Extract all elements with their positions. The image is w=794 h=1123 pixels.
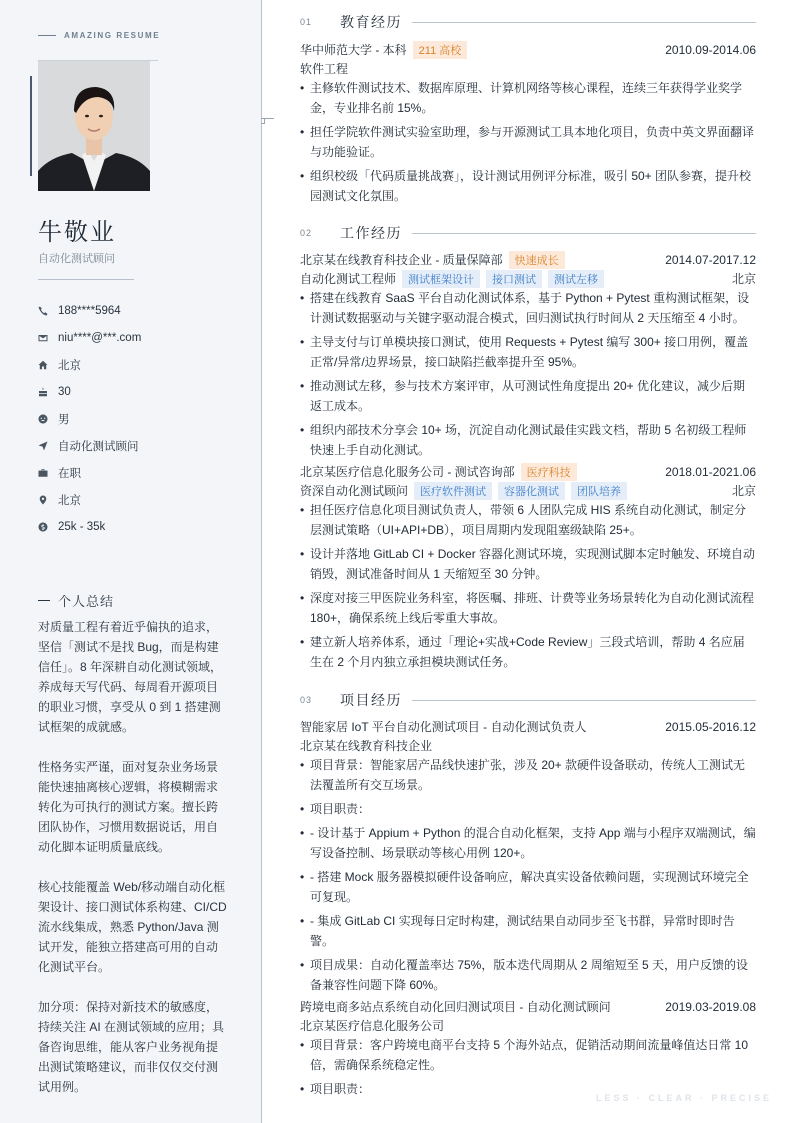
project-dates: 2019.03-2019.08	[665, 999, 756, 1014]
education-dates: 2010.09-2014.06	[665, 42, 756, 57]
summary-paragraph: 核心技能覆盖 Web/移动端自动化框架设计、接口测试体系构建、CI/CD 流水线集成，熟悉 Python/Java 测试开发，能独立搭建高可用的自动化测试平台。	[38, 880, 227, 974]
project-org-row	[300, 1016, 756, 1035]
section-title: 项目经历	[340, 692, 402, 708]
skill-tag: 接口测试	[486, 270, 542, 288]
info-location	[38, 486, 141, 513]
info-value: 188****5964	[58, 304, 121, 317]
job-company: 北京某在线教育科技企业 - 质量保障部	[300, 253, 503, 267]
info-email	[38, 324, 141, 351]
info-gender	[38, 405, 141, 432]
info-value: 自动化测试顾问	[58, 440, 139, 453]
project-org-row	[300, 736, 756, 755]
job-dates: 2014.07-2017.12	[665, 252, 756, 267]
portrait-image	[38, 61, 150, 191]
job-role: 资深自动化测试顾问	[300, 484, 409, 498]
job-bullet: • 主导支付与订单模块接口测试，使用 Requests + Pytest 编写 300+ 接口用例，覆盖正常/异常/边界场景，接口缺陷拦截率提升至 95%。	[300, 335, 749, 369]
education-entry	[300, 40, 756, 210]
project-bullet: • 项目背景：客户跨境电商平台支持 5 个海外站点，促销活动期间流量峰值达日常 10 倍，需确保系统稳定性。	[300, 1038, 749, 1072]
education-row	[300, 40, 756, 59]
project-org: 北京某在线教育科技企业	[300, 739, 433, 753]
sidebar-connector-notch	[261, 118, 265, 124]
section-work-header	[300, 223, 756, 243]
work-entry	[300, 250, 756, 464]
section-rule	[412, 233, 756, 234]
section-number: 02	[300, 228, 313, 238]
section-number: 03	[300, 695, 313, 705]
job-dates: 2018.01-2021.06	[665, 464, 756, 479]
sidebar	[0, 0, 262, 1123]
cake-icon	[38, 387, 58, 397]
major: 软件工程	[300, 62, 349, 76]
job-role: 自动化测试工程师	[300, 272, 397, 286]
project-name: 跨境电商多站点系统自动化回归测试项目 - 自动化测试顾问	[300, 1000, 611, 1014]
project-bullet: • - 搭建 Mock 服务器模拟硬件设备响应，解决真实设备依赖问题，实现测试环境完全可复现。	[300, 870, 749, 904]
job-bullet: • 设计并落地 GitLab CI + Docker 容器化测试环境，实现测试脚本定时触发、环境自动销毁，测试准备时间从 1 天缩短至 30 分钟。	[300, 547, 756, 581]
project-bullet: • 项目成果：自动化覆盖率达 75%，版本迭代周期从 2 周缩短至 5 天，用户反馈的设备兼容性问题下降 60%。	[300, 958, 749, 992]
info-salary	[38, 513, 141, 540]
company-tag: 快速成长	[509, 251, 565, 269]
project-bullet: • 项目背景：智能家居产品线快速扩张，涉及 20+ 款硬件设备联动，传统人工测试无法覆盖所有交互场景。	[300, 758, 746, 792]
job-city: 北京	[731, 484, 756, 498]
project-name-row	[300, 717, 756, 736]
company-tag: 医疗科技	[521, 463, 577, 481]
school-tag: 211 高校	[413, 41, 468, 59]
section-title: 教育经历	[340, 14, 402, 30]
info-value: 男	[58, 413, 70, 426]
skill-tag: 团队培养	[571, 482, 627, 500]
major-row	[300, 59, 756, 78]
info-home	[38, 351, 141, 378]
summary-heading	[38, 591, 114, 610]
summary-paragraph: 性格务实严谨，面对复杂业务场景能快速抽离核心逻辑，将模糊需求转化为可执行的测试方案。擅长跨团队协作，习惯用数据说话，用自动化脚本证明质量底线。	[38, 760, 219, 854]
job-role-row	[300, 269, 756, 288]
person-name: 牛敬业	[38, 219, 116, 246]
info-status	[38, 459, 141, 486]
summary-dash	[38, 600, 50, 601]
section-number: 01	[300, 17, 313, 27]
skill-tag: 容器化测试	[498, 482, 565, 500]
project-entry	[300, 997, 756, 1103]
info-value: 北京	[58, 494, 81, 507]
project-name: 智能家居 IoT 平台自动化测试项目 - 自动化测试负责人	[300, 720, 587, 734]
education-bullet: • 主修软件测试技术、数据库原理、计算机网络等核心课程，连续三年获得学业奖学金，专业排名前 15%。	[300, 81, 743, 115]
home-icon	[38, 360, 58, 370]
info-age	[38, 378, 141, 405]
project-bullet: • - 设计基于 Appium + Python 的混合自动化框架，支持 App 端与小程序双端测试，编写设备控制、场景联动等核心用例 120+。	[300, 826, 756, 860]
info-phone	[38, 297, 141, 324]
section-rule	[412, 22, 756, 23]
info-value: 25k - 35k	[58, 520, 106, 533]
project-org: 北京某医疗信息化服务公司	[300, 1019, 445, 1033]
person-title: 自动化测试顾问	[38, 253, 115, 265]
skill-tag: 测试左移	[548, 270, 604, 288]
phone-icon	[38, 306, 58, 316]
project-bullet: • 项目职责：	[300, 802, 371, 816]
brand-dash	[38, 35, 56, 36]
job-bullet: • 担任医疗信息化项目测试负责人，带领 6 人团队完成 HIS 系统自动化测试，制定分层测试策略（UI+API+DB），项目周期内发现阻塞级缺陷 25+。	[300, 503, 747, 537]
send-icon	[38, 441, 58, 451]
project-bullet: • 项目职责：	[300, 1082, 371, 1096]
section-rule	[412, 700, 756, 701]
skill-tag: 医疗软件测试	[414, 482, 492, 500]
brand-text: AMAZING RESUME	[64, 31, 161, 40]
info-target-role	[38, 432, 141, 459]
education-bullet: • 担任学院软件测试实验室助理，参与开源测试工具本地化项目，负责中英文界面翻译与功能验证。	[300, 125, 755, 159]
info-value: niu****@***.com	[58, 331, 142, 344]
info-value: 30	[58, 385, 71, 398]
project-name-row	[300, 997, 756, 1016]
school-name: 华中师范大学 - 本科	[300, 43, 407, 57]
name-divider	[38, 279, 134, 280]
project-bullet: • - 集成 GitLab CI 实现每日定时构建，测试结果自动同步至飞书群，异常时即时告警。	[300, 914, 735, 948]
photo-accent-bar	[30, 76, 32, 176]
job-bullet: • 推动测试左移，参与技术方案评审，从可测试性角度提出 20+ 优化建议，减少后期返工成本。	[300, 379, 746, 413]
job-company: 北京某医疗信息化服务公司 - 测试咨询部	[300, 465, 515, 479]
job-bullet: • 建立新人培养体系，通过「理论+实战+Code Review」三段式培训，帮助 4 名应届生在 2 个月内独立承担模块测试任务。	[300, 635, 745, 669]
job-role-row	[300, 481, 756, 500]
location-icon	[38, 495, 58, 505]
summary-body	[38, 617, 228, 1117]
job-company-row	[300, 250, 756, 269]
contact-info-list	[38, 297, 141, 540]
section-projects-header	[300, 690, 756, 710]
section-title: 工作经历	[340, 225, 402, 241]
work-entry	[300, 462, 756, 676]
job-city: 北京	[731, 272, 756, 286]
face-icon	[38, 414, 58, 424]
skill-tag: 测试框架设计	[402, 270, 480, 288]
project-dates: 2015.05-2016.12	[665, 719, 756, 734]
education-bullet: • 组织校级「代码质量挑战赛」，设计测试用例评分标准，吸引 50+ 团队参赛，提升校园测试文化氛围。	[300, 169, 752, 203]
job-bullet: • 深度对接三甲医院业务科室，将医嘱、排班、计费等业务场景转化为自动化测试流程 180+，确保系统上线后零重大事故。	[300, 591, 755, 625]
briefcase-icon	[38, 468, 58, 478]
summary-heading-text: 个人总结	[58, 594, 115, 609]
info-value: 在职	[58, 467, 81, 480]
brand	[38, 31, 160, 40]
job-company-row	[300, 462, 756, 481]
project-entry	[300, 717, 756, 999]
summary-paragraph: 对质量工程有着近乎偏执的追求，坚信「测试不是找 Bug，而是构建信任」。8 年深耕自动化测试领域，养成每天写代码、每周看开源项目的职业习惯，享受从 0 到 1 搭建测试框架的成就感。	[38, 620, 223, 734]
coin-icon	[38, 522, 58, 532]
summary-paragraph: 加分项：保持对新技术的敏感度，持续关注 AI 在测试领域的应用；具备咨询思维，能从客户业务视角提出测试策略建议，而非仅仅交付测试用例。	[38, 1000, 225, 1094]
job-bullet: • 组织内部技术分享会 10+ 场，沉淀自动化测试最佳实践文档，帮助 5 名初级工程师快速上手自动化测试。	[300, 423, 747, 457]
mail-icon	[38, 333, 58, 343]
info-value: 北京	[58, 359, 81, 372]
job-bullet: • 搭建在线教育 SaaS 平台自动化测试体系，基于 Python + Pytest 重构测试框架，设计测试数据驱动与关键字驱动混合模式，回归测试执行时间从 2 天压缩至 4 小时。	[300, 291, 750, 325]
watermark: LESS · CLEAR · PRECISE	[595, 1093, 772, 1103]
profile-photo	[38, 61, 150, 191]
section-education-header	[300, 12, 756, 32]
